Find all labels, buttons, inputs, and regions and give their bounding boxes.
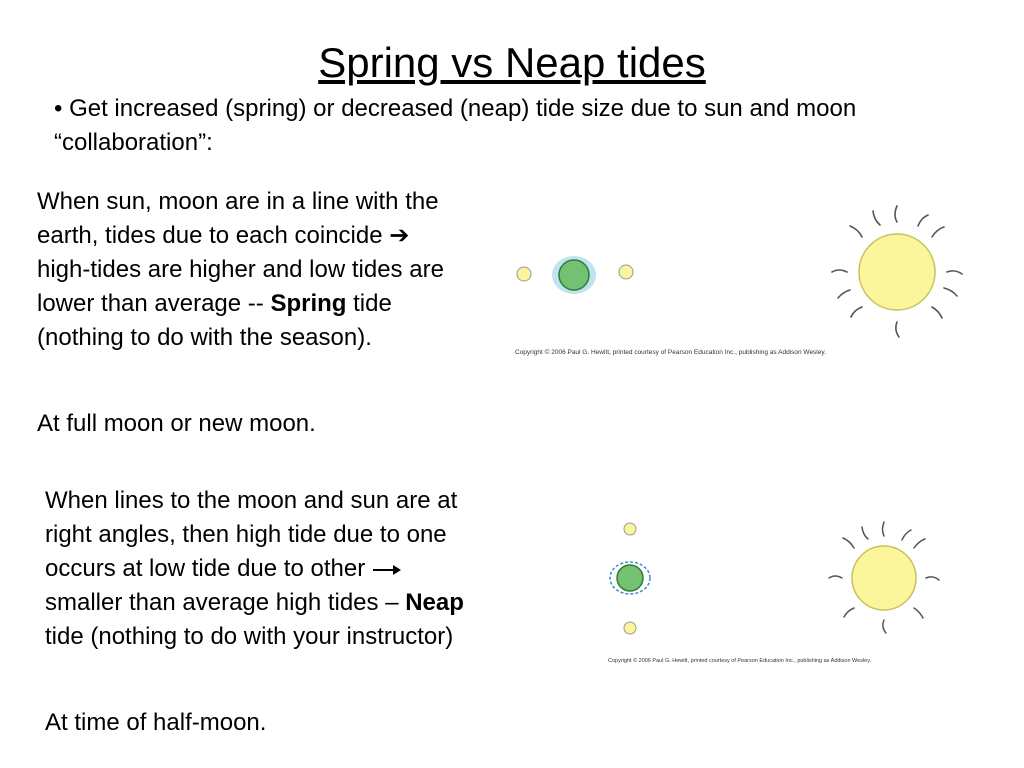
bullet-marker: • xyxy=(54,95,63,122)
neap-tide-timing: At time of half-moon. xyxy=(45,709,267,736)
slide-title: Spring vs Neap tides xyxy=(318,39,706,86)
neap-tide-diagram xyxy=(590,510,970,670)
neap-text-c: tide (nothing to do with your instructor) xyxy=(45,623,454,650)
sun-icon xyxy=(829,522,939,633)
spring-copyright: Copyright © 2006 Paul G. Hewitt, printed courtesy of Pearson Education Inc., publishing as Addison Wesley. xyxy=(515,349,826,356)
sun-icon xyxy=(832,206,962,337)
neap-tide-paragraph xyxy=(45,484,475,654)
spring-tide-timing: At full moon or new moon. xyxy=(37,410,316,437)
spring-tide-paragraph xyxy=(37,185,457,355)
moon-left-icon xyxy=(517,267,531,281)
right-arrow-icon: ➔ xyxy=(389,222,410,249)
moon-bottom-icon xyxy=(624,622,636,634)
spring-tide-diagram xyxy=(500,190,980,370)
right-arrow-icon xyxy=(372,563,402,577)
spring-text-a: When sun, moon are in a line with the earth, tides due to each coincide xyxy=(37,188,439,249)
earth-icon xyxy=(617,565,643,591)
spring-text-b: high-tides are higher and low tides are lower than average -- xyxy=(37,256,444,317)
neap-text-a: When lines to the moon and sun are at right angles, then high tide due to one occurs at low tide due to other xyxy=(45,487,458,582)
moon-right-icon xyxy=(619,265,633,279)
bullet-text: Get increased (spring) or decreased (neap) tide size due to sun and moon “collaboration”: xyxy=(54,95,857,156)
spring-bold-term: Spring xyxy=(270,290,347,317)
earth-icon xyxy=(559,260,589,290)
spring-text-c: tide (nothing to do with the season). xyxy=(37,290,392,351)
intro-bullet xyxy=(54,92,954,160)
neap-text-b: smaller than average high tides – xyxy=(45,589,399,616)
neap-bold-term: Neap xyxy=(405,589,464,616)
moon-top-icon xyxy=(624,523,636,535)
neap-copyright: Copyright © 2006 Paul G. Hewitt, printed courtesy of Pearson Education Inc., publishing as Addison Wesley. xyxy=(608,658,872,664)
